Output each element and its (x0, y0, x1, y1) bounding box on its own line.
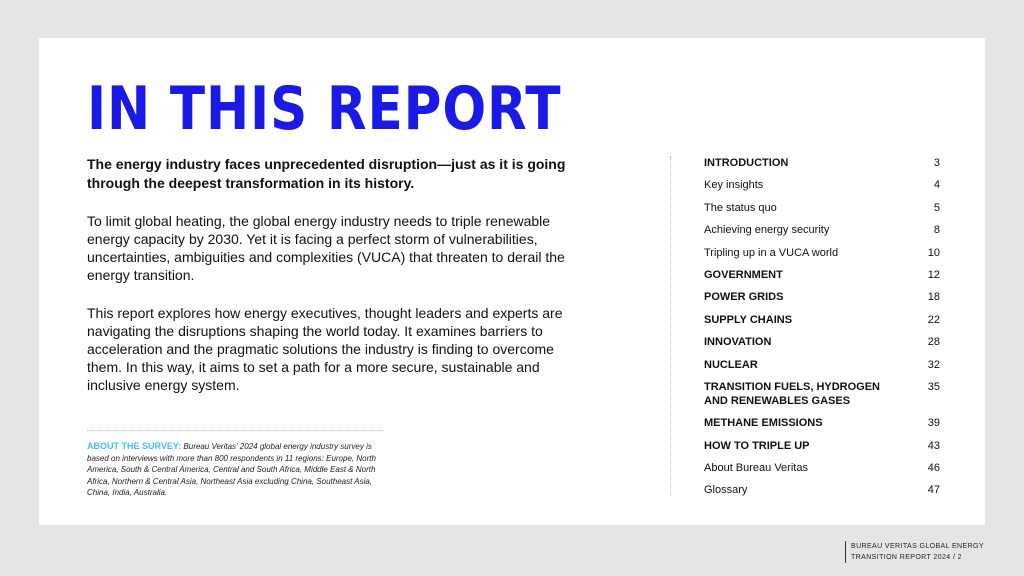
toc-item-label: TRANSITION FUELS, HYDROGEN AND RENEWABLES GASES (704, 380, 881, 407)
toc-item-label: NUCLEAR (704, 358, 758, 371)
toc-item[interactable] (704, 246, 940, 260)
toc-item-page: 18 (927, 291, 940, 304)
toc-item[interactable] (704, 268, 940, 282)
toc-item[interactable] (704, 313, 940, 327)
toc-item[interactable] (704, 416, 940, 430)
toc-item[interactable] (704, 201, 940, 215)
footer-report-title: TRANSITION REPORT 2024 (851, 554, 951, 561)
toc-item-page: 43 (927, 439, 940, 452)
toc-item-page: 5 (933, 201, 940, 214)
toc-item-label: POWER GRIDS (704, 291, 784, 304)
toc-item-label: About Bureau Veritas (704, 462, 808, 475)
toc-item[interactable] (704, 461, 940, 475)
page-footer (845, 541, 984, 563)
toc-item-page: 8 (933, 224, 940, 237)
toc-item[interactable] (704, 156, 940, 170)
survey-text: Bureau Veritas' 2024 global energy industry survey is based on interviews with more than 800 respondents in 11 regions: Europe, North America, South & Central America, Central and South Africa, Middle East & North Africa, Northern & Central Asia, Northeast Asia excluding China, Southeast Asia, China, India, Australia. (87, 442, 376, 497)
toc-item-page: 39 (927, 417, 940, 430)
toc-item[interactable] (704, 358, 940, 372)
toc-item[interactable] (704, 380, 940, 408)
intro-paragraph-2: This report explores how energy executives, thought leaders and experts are navigating the disruptions shaping the world today. It examines barriers to acceleration and the pragmatic solutions the industry is finding to overcome them. In this way, it aims to set a path for a more secure, sustainable and inclusive energy system. (87, 305, 563, 393)
report-page (39, 38, 985, 525)
toc-item[interactable] (704, 483, 940, 497)
toc-item-page: 4 (933, 179, 940, 192)
toc-item-label: INNOVATION (704, 336, 772, 349)
toc-item[interactable] (704, 178, 940, 192)
toc-item-page: 47 (927, 484, 940, 497)
footer-page-number: / 2 (952, 554, 962, 561)
toc-item-label: Key insights (704, 179, 764, 192)
toc-item-page: 12 (927, 268, 940, 281)
toc-item-label: HOW TO TRIPLE UP (704, 439, 810, 452)
toc-item-page: 22 (927, 313, 940, 326)
intro-paragraph-1: To limit global heating, the global energy industry needs to triple renewable energy capacity by 2030. Yet it is facing a perfect storm of vulnerabilities, uncertainties, ambiguities and complexities (VUCA) that threaten to derail the energy transition. (87, 213, 565, 283)
survey-divider (87, 430, 383, 431)
toc-item-label: INTRODUCTION (704, 157, 789, 169)
survey-note (87, 441, 387, 499)
toc-item[interactable] (704, 439, 940, 453)
toc-item-label: Tripling up in a VUCA world (704, 246, 839, 259)
table-of-contents (704, 156, 940, 506)
toc-item[interactable] (704, 335, 940, 349)
toc-item-label: SUPPLY CHAINS (704, 313, 793, 326)
toc-item-label: Glossary (704, 484, 748, 497)
toc-item-label: GOVERNMENT (704, 268, 783, 281)
page-title: IN THIS REPORT (87, 74, 562, 144)
toc-item[interactable] (704, 223, 940, 237)
lead-text: The energy industry faces unprecedented disruption—just as it is going through the deepest transformation in its history. (87, 156, 566, 191)
toc-item[interactable] (704, 290, 940, 304)
toc-item-page: 46 (927, 462, 940, 475)
toc-item-label: METHANE EMISSIONS (704, 417, 823, 430)
footer-line-1: BUREAU VERITAS GLOBAL ENERGY (851, 543, 984, 550)
toc-item-label: The status quo (704, 201, 777, 214)
toc-item-page: 32 (927, 358, 940, 371)
toc-item-page: 35 (927, 380, 940, 393)
toc-item-label: Achieving energy security (704, 224, 830, 237)
survey-label: ABOUT THE SURVEY: (87, 441, 182, 451)
column-divider (670, 156, 671, 496)
toc-item-page: 10 (927, 246, 940, 259)
toc-item-page: 3 (933, 157, 940, 169)
toc-item-page: 28 (927, 336, 940, 349)
footer-line-2 (851, 552, 984, 563)
